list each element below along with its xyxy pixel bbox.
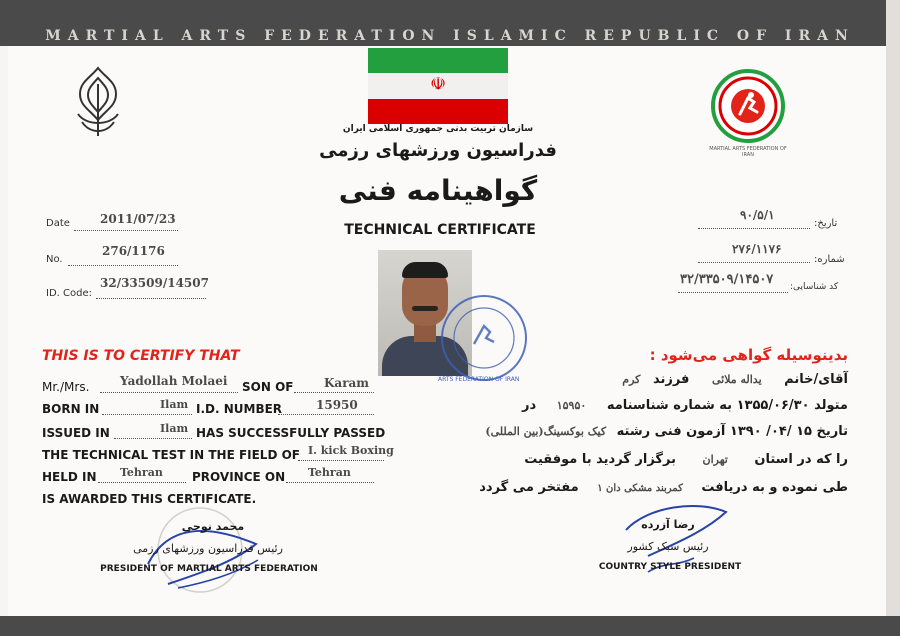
mr-label: Mr./Mrs. — [42, 380, 90, 394]
left-signatory-name: محمد نوحی — [181, 520, 245, 533]
certificate-title-en: TECHNICAL CERTIFICATE — [344, 222, 536, 238]
id-number-fa: ۱۵۹۵۰ — [556, 399, 587, 412]
iran-emblem-icon — [70, 64, 126, 140]
number-label: No. — [46, 254, 63, 265]
born-label: BORN IN — [42, 402, 100, 416]
id-number-label: I.D. NUMBER — [196, 402, 283, 416]
passed-label: HAS SUCCESSFULLY PASSED — [196, 426, 386, 440]
holder-name-en: Yadollah Molaei — [120, 374, 228, 388]
left-signatory-title-fa: رئیس فدراسیون ورزشهای رزمی — [133, 542, 283, 555]
id-code-value: 32/33509/14507 — [100, 276, 209, 290]
id-code-label-fa: کد شناسایی: — [790, 282, 839, 292]
persian-line-2: متولد ۱۳۵۵/۰۶/۳۰ به شماره شناسنامه ۱۵۹۵۰ در — [522, 398, 848, 413]
province-value: Tehran — [308, 466, 351, 479]
id-code-value-fa: ۳۲/۳۳۵۰۹/۱۴۵۰۷ — [680, 272, 774, 287]
date-label: Date — [46, 218, 70, 229]
persian-line-5: طی نموده و به دریافت کمربند مشکی دان ۱ مفتخر می گردد — [479, 480, 848, 495]
flag-emblem-icon: ☫ — [430, 74, 447, 95]
id-number-value: 15950 — [316, 398, 358, 412]
federation-logo-caption: MARTIAL ARTS FEDERATION OF IRAN — [709, 146, 787, 158]
official-stamp-icon — [438, 292, 530, 384]
province-fa: تهران — [702, 453, 728, 466]
right-signatory-title-en: COUNTRY STYLE PRESIDENT — [598, 562, 742, 572]
footer-band — [0, 616, 900, 636]
awarded-line: IS AWARDED THIS CERTIFICATE. — [42, 492, 257, 506]
field-value: I. kick Boxing — [308, 444, 394, 457]
born-value: Ilam — [160, 398, 189, 411]
number-value: 276/1176 — [102, 244, 165, 258]
holder-name-fa: یداله ملائی — [711, 373, 762, 386]
issued-value: Ilam — [160, 422, 189, 435]
certify-heading-en: THIS IS TO CERTIFY THAT — [42, 348, 240, 364]
certificate-body — [8, 46, 886, 616]
certify-heading-fa: بدینوسیله گواهی می‌شود : — [649, 346, 848, 364]
province-label: PROVINCE ON — [192, 470, 286, 484]
header-band-text: MARTIAL ARTS FEDERATION ISLAMIC REPUBLIC OF IRAN — [45, 28, 855, 44]
header-band — [0, 0, 900, 46]
certificate-title-fa: گواهینامه فنی — [338, 174, 538, 207]
father-name-en: Karam — [324, 376, 369, 390]
left-signatory-title-en: PRESIDENT OF MARTIAL ARTS FEDERATION — [100, 564, 318, 574]
id-code-label: ID. Code: — [46, 288, 92, 299]
iran-flag — [368, 48, 508, 124]
held-label: HELD IN — [42, 470, 97, 484]
persian-line-3: تاریخ ۱۵ /۰۴/ ۱۳۹۰ آزمون فنی رشته کیک بوکسینگ(بین المللی) — [485, 424, 848, 439]
persian-line-4: را که در استان تهران برگزار گردید با موفقیت — [524, 452, 848, 467]
father-name-fa: کرم — [622, 373, 641, 386]
held-value: Tehran — [120, 466, 163, 479]
belt-fa: کمربند مشکی دان ۱ — [597, 483, 683, 494]
date-value: 2011/07/23 — [100, 212, 176, 226]
right-signatory-title-fa: رئیس سبک کشور — [627, 540, 709, 553]
org-name-line2: فدراسیون ورزشهای رزمی — [319, 140, 557, 161]
org-name-line1: سازمان تربیت بدنی جمهوری اسلامی ایران — [342, 124, 534, 134]
son-of-label: SON OF — [242, 380, 294, 394]
date-label-fa: تاریخ: — [814, 218, 838, 229]
right-signatory-name: رضا آزرده — [641, 518, 695, 531]
persian-line-1: آقای/خانم یداله ملائی فرزند کرم — [622, 372, 848, 387]
stamp-caption: ARTS FEDERATION OF IRAN — [438, 376, 520, 383]
field-fa: کیک بوکسینگ(بین المللی) — [485, 425, 607, 438]
federation-logo-icon — [710, 68, 786, 144]
test-label: THE TECHNICAL TEST IN THE FIELD OF — [42, 448, 300, 462]
page-edge — [886, 0, 900, 636]
date-value-fa: ۹۰/۵/۱ — [740, 208, 775, 222]
number-value-fa: ۲۷۶/۱۱۷۶ — [732, 242, 782, 256]
number-label-fa: شماره: — [814, 254, 845, 265]
issued-label: ISSUED IN — [42, 426, 110, 440]
